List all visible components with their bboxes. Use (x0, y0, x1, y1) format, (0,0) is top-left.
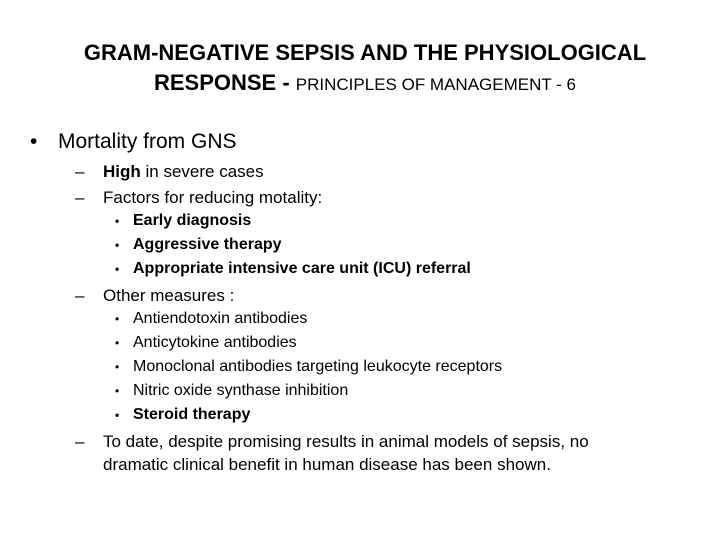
other-text: Other measures : (103, 286, 235, 305)
other-item (115, 382, 348, 400)
dash-marker: – (75, 162, 85, 181)
conclusion-line-1: To date, despite promising results in animal models of sepsis, no (103, 432, 589, 451)
subbullet-factors (75, 188, 322, 208)
other-item-text: Steroid therapy (133, 406, 251, 423)
small-dot: • (115, 312, 120, 326)
small-dot: • (115, 360, 120, 374)
conclusion-line-2: dramatic clinical benefit in human disease has been shown. (103, 455, 551, 474)
other-item (115, 310, 307, 328)
dash-marker: – (75, 286, 85, 305)
factor-item-text: Aggressive therapy (133, 236, 282, 253)
bullet-mortality (30, 130, 237, 154)
small-dot: • (115, 384, 120, 398)
bullet-dot: • (30, 130, 38, 153)
other-item-text: Nitric oxide synthase inhibition (133, 382, 349, 399)
dash-marker: – (75, 188, 85, 207)
conclusion-continuation (103, 455, 551, 475)
factor-item-text: Appropriate intensive care unit (ICU) referral (133, 260, 471, 277)
high-rest: in severe cases (140, 162, 264, 181)
factor-item-text: Early diagnosis (133, 212, 252, 229)
other-item-text: Monoclonal antibodies targeting leukocyte receptors (133, 358, 503, 375)
small-dot: • (115, 408, 120, 422)
dash-marker: – (75, 432, 85, 451)
factor-item (115, 260, 471, 278)
bullet-mortality-text: Mortality from GNS (58, 130, 237, 153)
small-dot: • (115, 238, 120, 252)
other-item-text: Antiendotoxin antibodies (133, 310, 308, 327)
subbullet-other (75, 286, 234, 306)
high-bold: High (103, 162, 141, 181)
title-line-2-sub: PRINCIPLES OF MANAGEMENT - 6 (295, 75, 577, 94)
other-item-text: Anticytokine antibodies (133, 334, 297, 351)
title-line-1: GRAM-NEGATIVE SEPSIS AND THE PHYSIOLOGICAL (83, 40, 647, 65)
title-line-2 (20, 68, 710, 100)
title-line-2-bold: RESPONSE - (153, 70, 296, 95)
subbullet-high (75, 162, 264, 182)
small-dot: • (115, 214, 120, 228)
subbullet-conclusion (75, 432, 589, 452)
small-dot: • (115, 262, 120, 276)
other-item (115, 358, 502, 376)
factor-item (115, 212, 251, 230)
other-item (115, 334, 297, 352)
factor-item (115, 236, 282, 254)
other-item (115, 406, 250, 424)
slide-title (20, 38, 710, 100)
factors-text: Factors for reducing motality: (103, 188, 323, 207)
small-dot: • (115, 336, 120, 350)
